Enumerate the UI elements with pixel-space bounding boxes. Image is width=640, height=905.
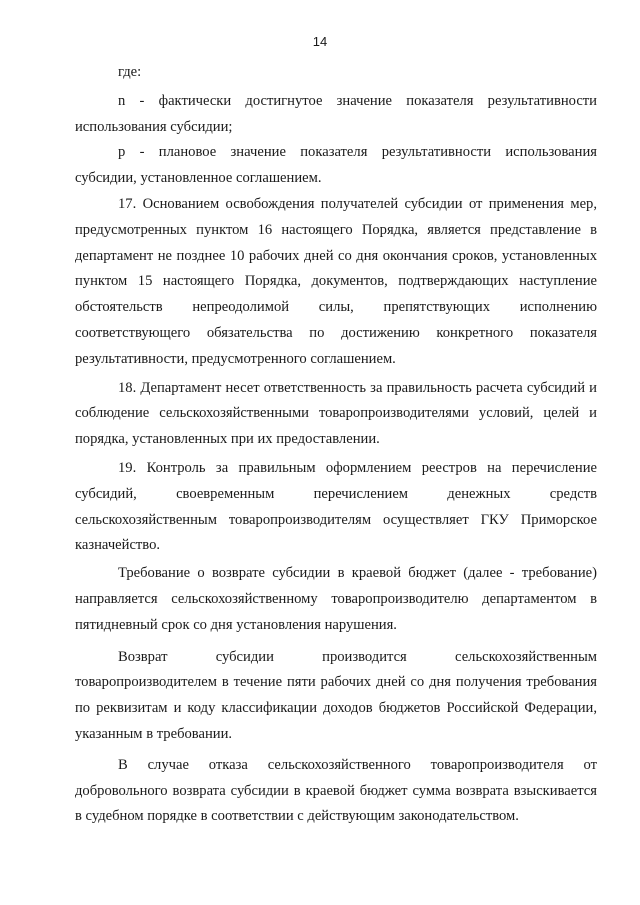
page-number: 14 — [312, 34, 328, 49]
paragraph-requirement: Требование о возврате субсидии в краевой бюджет (далее - требование) направляется сельскохозяйственному товаропроизводителю департаментом в пятидневный срок со дня установления нарушения. — [75, 565, 597, 633]
document-body — [75, 60, 597, 830]
paragraph-refusal: В случае отказа сельскохозяйственного товаропроизводителя от добровольного возврата субсидии в краевой бюджет сумма возврата взыскивается в судебном порядке в соответствии с действующим законодательством. — [75, 756, 597, 825]
paragraph-refund: Возврат субсидии производится сельскохозяйственным товаропроизводителем в течение пяти рабочих дней со дня получения требования по реквизитам и коду классификации доходов бюджетов Российской Федерации, указанным в требовании. — [75, 648, 597, 742]
paragraph-definition-n: n - фактически достигнутое значение показателя результативности использования субсидии; — [75, 92, 597, 135]
paragraph-definition-p: p - плановое значение показателя результативности использования субсидии, установленное соглашением. — [75, 144, 597, 187]
paragraph-19: 19. Контроль за правильным оформлением реестров на перечисление субсидий, своевременным перечислением денежных средств сельскохозяйственным товаропроизводителям осуществляет ГКУ Приморское казначейство. — [75, 459, 597, 554]
paragraph-18: 18. Департамент несет ответственность за правильность расчета субсидий и соблюдение сельскохозяйственными товаропроизводителями условий, целей и порядка, установленных при их предоставлении. — [75, 379, 597, 448]
paragraph-where: где: — [118, 64, 142, 80]
paragraph-17: 17. Основанием освобождения получателей субсидии от применения мер, предусмотренных пунктом 16 настоящего Порядка, является представление в департамент не позднее 10 рабочих дней со дня окончания сроков, установленных пунктом 15 настоящего Порядка, документов, подтверждающих наступление обстоятельств непреодолимой силы, препятствующих исполнению соответствующего обязательства по достижению конкретного показателя результативности, предусмотренного соглашением. — [75, 195, 597, 367]
